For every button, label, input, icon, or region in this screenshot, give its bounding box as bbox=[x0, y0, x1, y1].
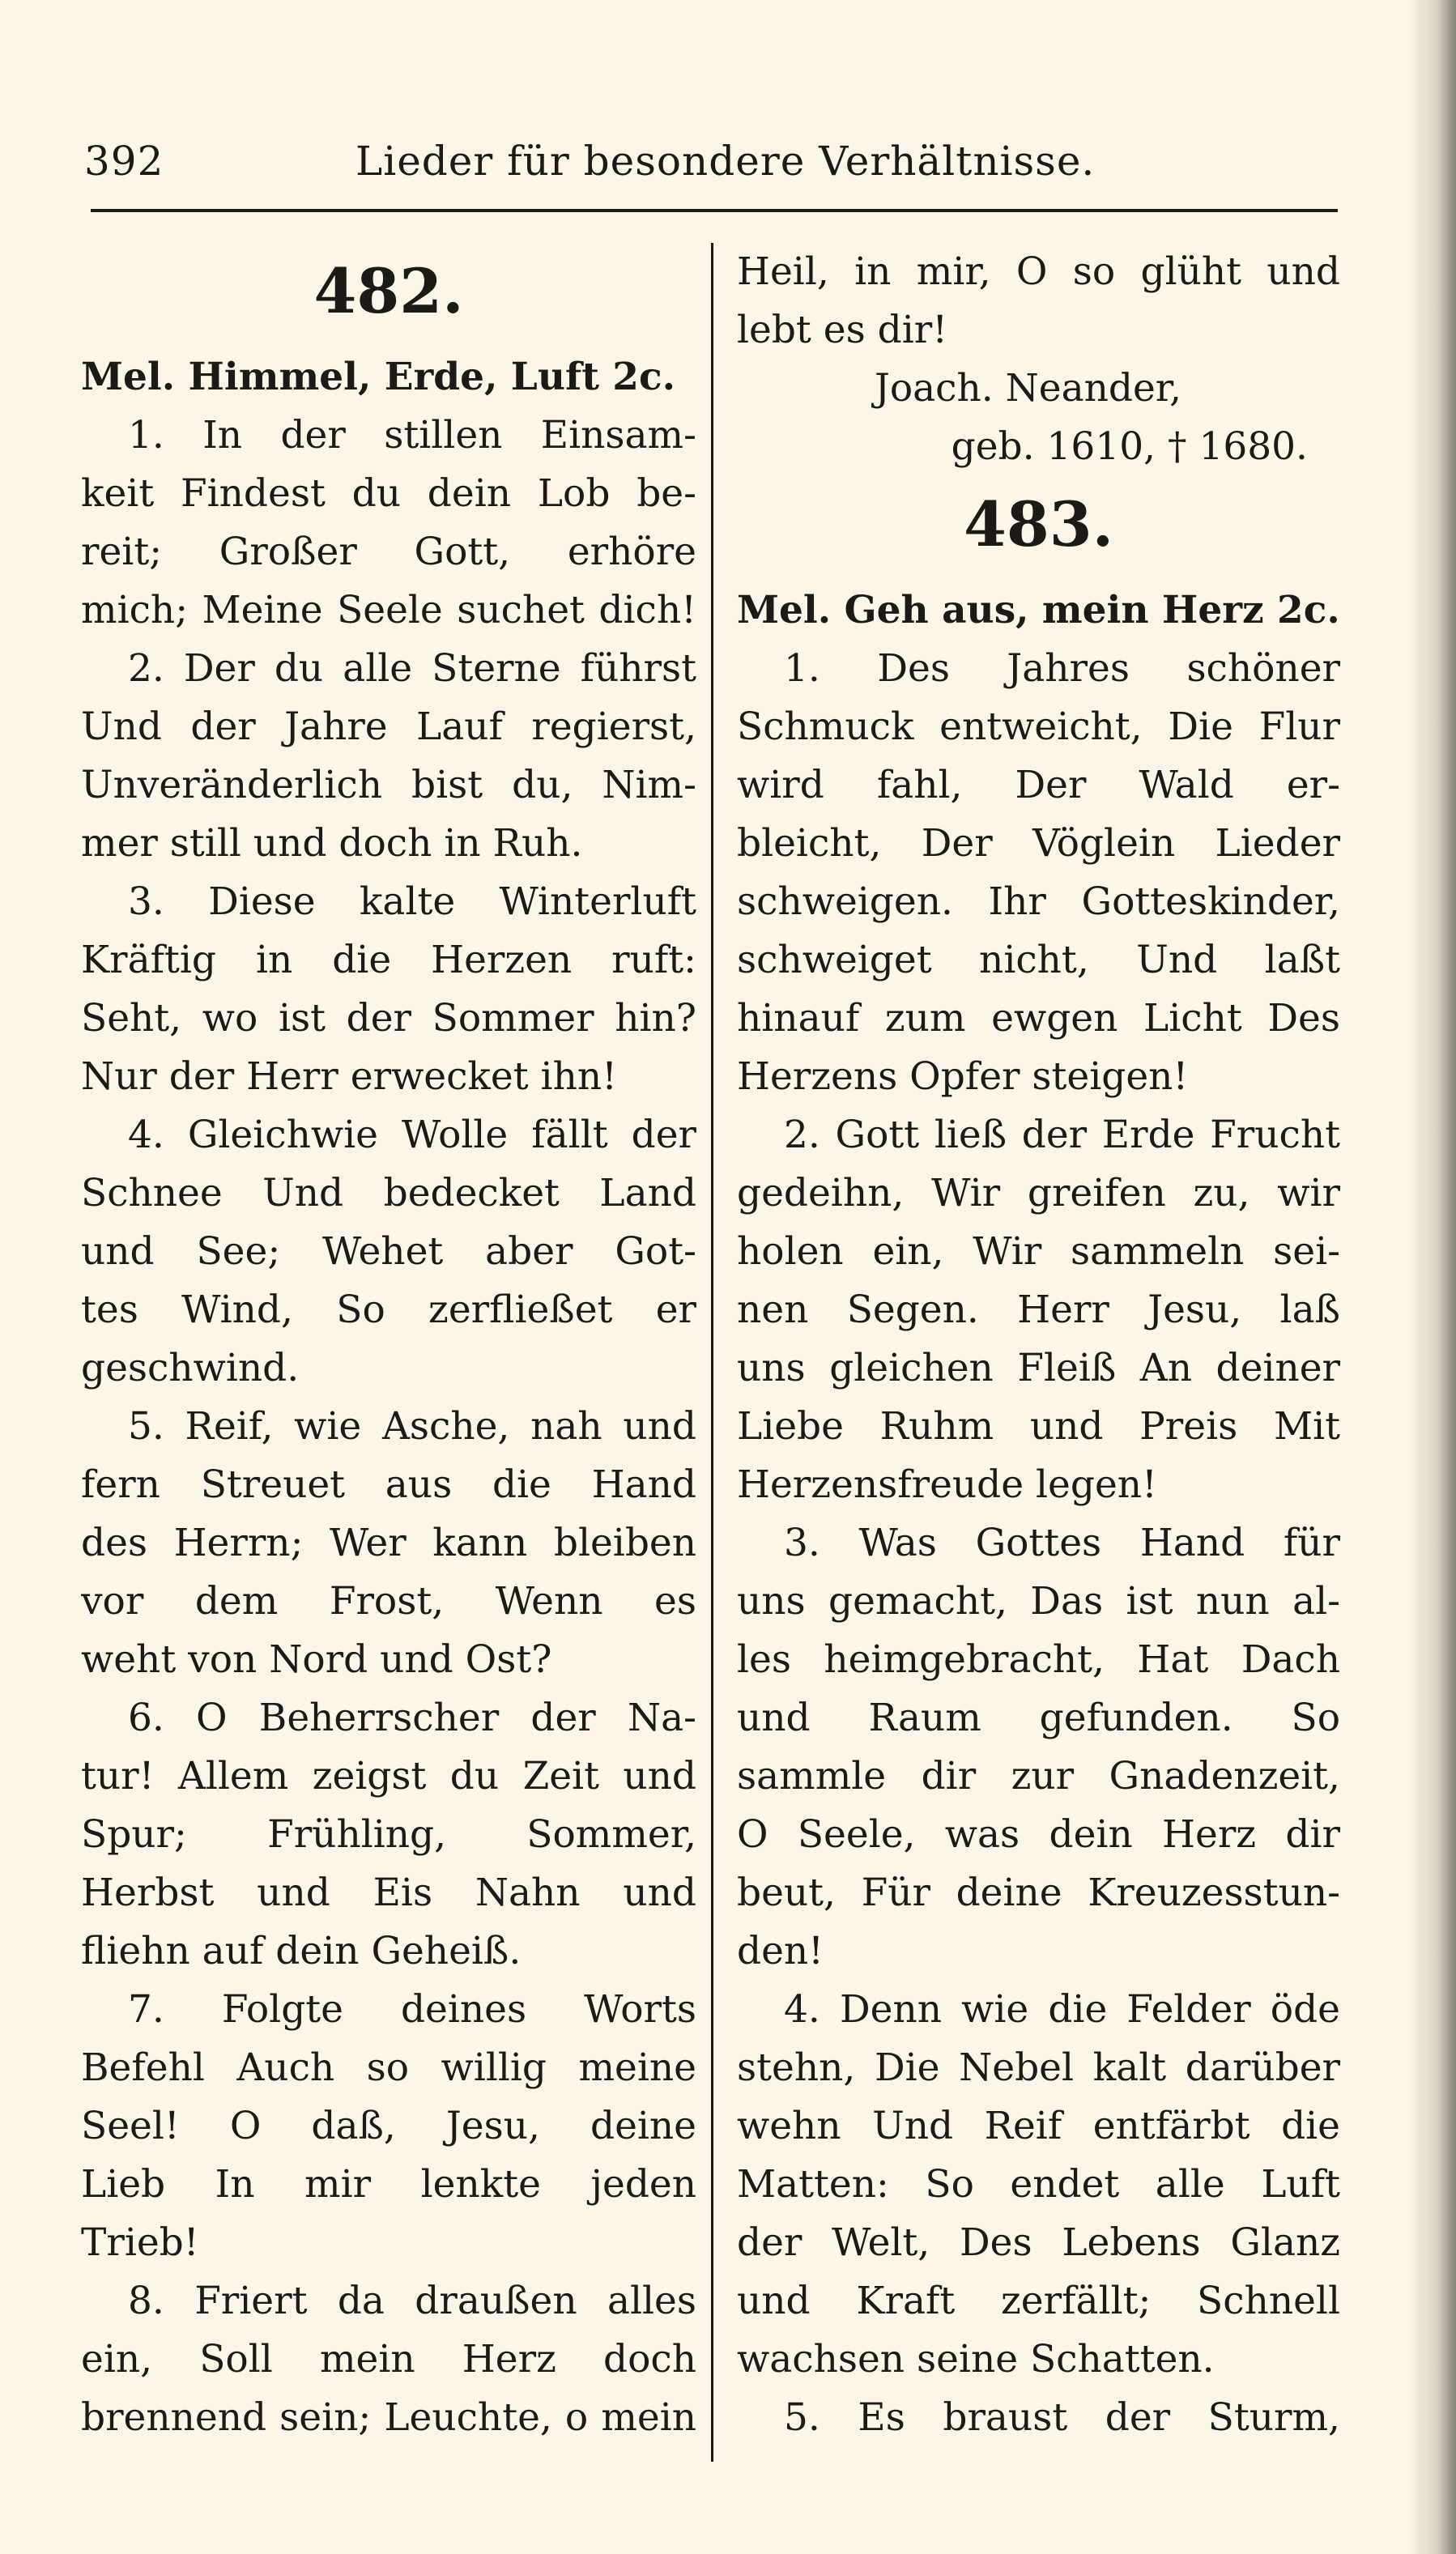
page-number: 392 bbox=[84, 138, 164, 185]
hymn-line: schweigen. Ihr Gotteskinder, bbox=[737, 879, 1340, 924]
hymn-line: und Raum gefunden. So bbox=[737, 1696, 1340, 1740]
hymn-line: den! bbox=[737, 1929, 824, 1973]
hymn-line: Herzensfreude legen! bbox=[737, 1462, 1157, 1507]
hymn-line: wird fahl, Der Wald er- bbox=[737, 763, 1340, 807]
hymn-line: 2. Der du alle Sterne führst bbox=[128, 646, 696, 691]
header-rule bbox=[91, 209, 1338, 212]
hymn-line: stehn, Die Nebel kalt darüber bbox=[737, 2045, 1340, 2090]
hymn-line: 4. Gleichwie Wolle fällt der bbox=[128, 1113, 696, 1157]
hymn-line: vor dem Frost, Wenn es bbox=[81, 1579, 696, 1624]
hymn-line: 2. Gott ließ der Erde Frucht bbox=[784, 1113, 1340, 1157]
hymn-line: geschwind. bbox=[81, 1346, 300, 1390]
hymn-line: mich; Meine Seele suchet dich! bbox=[81, 588, 696, 632]
hymn-line: tes Wind, So zerfließet er bbox=[81, 1288, 696, 1332]
hymn-line: 7. Folgte deines Worts bbox=[128, 1987, 696, 2032]
hymn-line: Spur; Frühling, Sommer, bbox=[81, 1812, 696, 1857]
hymn-line: Herzens Opfer steigen! bbox=[737, 1054, 1189, 1099]
hymn-line: Und der Jahre Lauf regierst, bbox=[81, 704, 696, 749]
hymn-number-482: 482. bbox=[313, 255, 464, 327]
hymn-line: der Welt, Des Lebens Glanz bbox=[737, 2220, 1340, 2265]
hymn-line: Lieb In mir lenkte jeden bbox=[81, 2162, 696, 2207]
hymn-line: ein, Soll mein Herz doch bbox=[81, 2337, 696, 2382]
hymn-line: bleicht, Der Vöglein Lieder bbox=[737, 821, 1340, 866]
hymn-line: O Seele, was dein Herz dir bbox=[737, 1812, 1340, 1857]
hymn-line: fern Streuet aus die Hand bbox=[81, 1462, 696, 1507]
hymn-author-dates: geb. 1610, † 1680. bbox=[951, 424, 1308, 469]
hymn-line: hinauf zum ewgen Licht Des bbox=[737, 996, 1340, 1041]
hymn-line: 3. Was Gottes Hand für bbox=[784, 1521, 1340, 1565]
hymn-line: lebt es dir! bbox=[737, 308, 948, 352]
running-head bbox=[84, 130, 1339, 194]
hymn-line: 1. In der stillen Einsam- bbox=[128, 413, 696, 458]
hymn-line: gedeihn, Wir greifen zu, wir bbox=[737, 1171, 1340, 1215]
hymn-line: schweiget nicht, Und laßt bbox=[737, 938, 1340, 982]
hymn-line: beut, Für deine Kreuzesstun- bbox=[737, 1871, 1340, 1915]
hymn-line: Nur der Herr erwecket ihn! bbox=[81, 1054, 618, 1099]
hymn-line: Kräftig in die Herzen ruft: bbox=[81, 938, 696, 982]
hymn-line: Heil, in mir, O so glüht und bbox=[737, 249, 1340, 294]
hymn-line: Seel! O daß, Jesu, deine bbox=[81, 2104, 696, 2148]
running-title: Lieder für besondere Verhältnisse. bbox=[355, 138, 1096, 185]
hymn-line: fliehn auf dein Geheiß. bbox=[81, 1929, 522, 1973]
hymn-line: 1. Des Jahres schöner bbox=[784, 646, 1340, 691]
hymn-line: les heimgebracht, Hat Dach bbox=[737, 1637, 1340, 1682]
hymn-line: uns gemacht, Das ist nun al- bbox=[737, 1579, 1340, 1624]
hymn-line: holen ein, Wir sammeln sei- bbox=[737, 1229, 1340, 1274]
hymn-483-melody: Mel. Geh aus, mein Herz 2c. bbox=[737, 588, 1340, 632]
hymn-number-483: 483. bbox=[963, 488, 1114, 560]
hymn-line: reit; Großer Gott, erhöre bbox=[81, 530, 696, 574]
hymn-line: nen Segen. Herr Jesu, laß bbox=[737, 1288, 1340, 1332]
hymn-line: Liebe Ruhm und Preis Mit bbox=[737, 1404, 1340, 1449]
hymn-482-melody: Mel. Himmel, Erde, Luft 2c. bbox=[81, 355, 675, 399]
hymn-line: 5. Reif, wie Asche, nah und bbox=[128, 1404, 696, 1449]
hymn-author: Joach. Neander, bbox=[875, 366, 1182, 411]
hymn-line: Seht, wo ist der Sommer hin? bbox=[81, 996, 696, 1041]
right-column bbox=[737, 243, 1340, 2447]
column-divider bbox=[711, 243, 713, 2462]
hymn-line: uns gleichen Fleiß An deiner bbox=[737, 1346, 1340, 1390]
hymn-line: 8. Friert da draußen alles bbox=[128, 2279, 696, 2323]
hymn-line: wachsen seine Schatten. bbox=[737, 2337, 1215, 2382]
hymn-line: Trieb! bbox=[81, 2220, 199, 2265]
hymn-line: Schnee Und bedecket Land bbox=[81, 1171, 696, 1215]
hymn-line: sammle dir zur Gnadenzeit, bbox=[737, 1754, 1340, 1798]
hymn-line: Schmuck entweicht, Die Flur bbox=[737, 704, 1340, 749]
hymn-line: Matten: So endet alle Luft bbox=[737, 2162, 1340, 2207]
hymn-line: 6. O Beherrscher der Na- bbox=[128, 1696, 696, 1740]
page-edge-shadow bbox=[1407, 0, 1456, 2554]
hymn-line: weht von Nord und Ost? bbox=[81, 1637, 552, 1682]
hymn-line: Unveränderlich bist du, Nim- bbox=[81, 763, 696, 807]
hymn-line: Herbst und Eis Nahn und bbox=[81, 1871, 696, 1915]
hymn-line: tur! Allem zeigst du Zeit und bbox=[81, 1754, 696, 1798]
hymn-line: keit Findest du dein Lob be- bbox=[81, 471, 696, 516]
hymn-line: und See; Wehet aber Got- bbox=[81, 1229, 696, 1274]
hymn-line: 5. Es braust der Sturm, bbox=[784, 2395, 1340, 2440]
hymn-line: mer still und doch in Ruh. bbox=[81, 821, 583, 866]
hymn-line: wehn Und Reif entfärbt die bbox=[737, 2104, 1340, 2148]
hymn-line: Befehl Auch so willig meine bbox=[81, 2045, 696, 2090]
left-column bbox=[81, 243, 696, 2447]
hymn-line: brennend sein; Leuchte, o mein bbox=[81, 2395, 696, 2440]
hymn-line: 3. Diese kalte Winterluft bbox=[128, 879, 696, 924]
hymn-line: des Herrn; Wer kann bleiben bbox=[81, 1521, 696, 1565]
hymn-line: 4. Denn wie die Felder öde bbox=[784, 1987, 1340, 2032]
hymn-line: und Kraft zerfällt; Schnell bbox=[737, 2279, 1340, 2323]
